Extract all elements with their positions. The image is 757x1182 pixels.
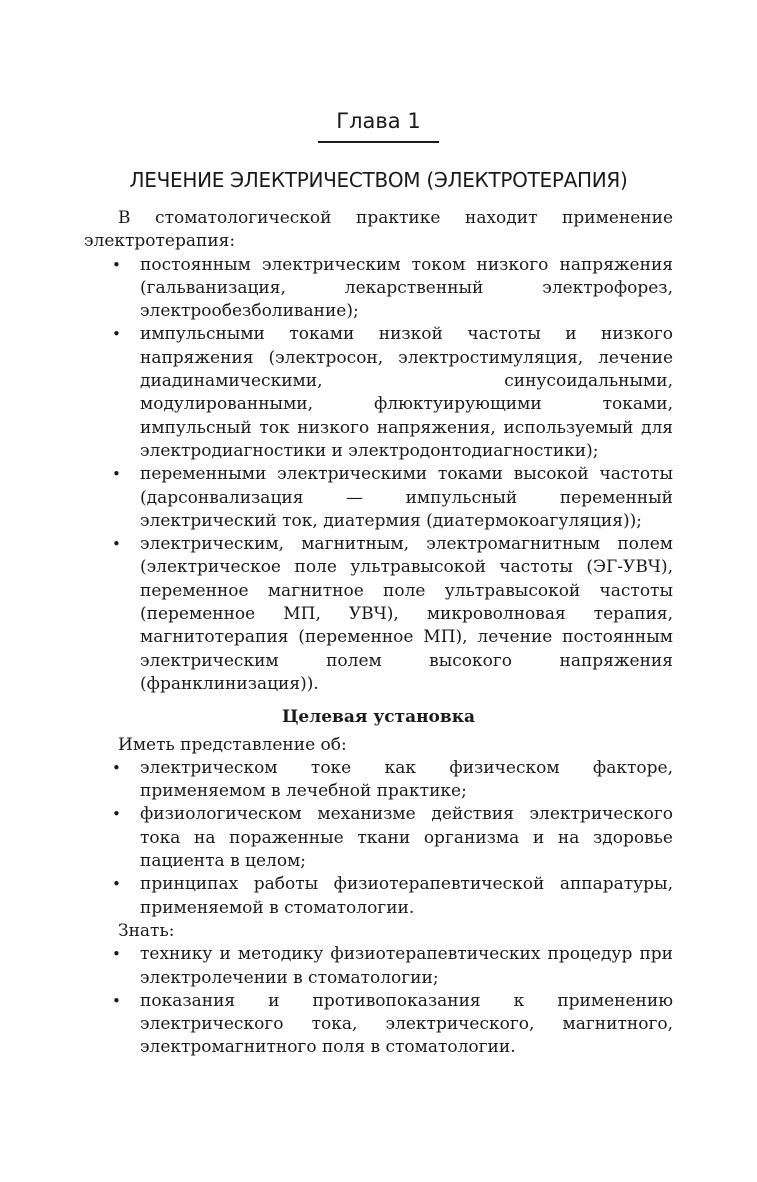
chapter-title: ЛЕЧЕНИЕ ЭЛЕКТРИЧЕСТВОМ (ЭЛЕКТРОТЕРАПИЯ) xyxy=(129,168,628,192)
list-item-text: импульсными токами низкой частоты и низкого напряжения (электросон, электростимуляция, лечение диадинамическими, синусоидальными, модулированными, флюктуирующими токами, импульсный ток низкого напряжения, используемый для электродиагностики и электродонтодиагностики); xyxy=(140,324,673,461)
intro-paragraph: В стоматологической практике находит применение электротерапия: xyxy=(84,208,673,252)
know-label: Знать: xyxy=(118,920,175,941)
list-item-text: технику и методику физиотерапевтических процедур при электролечении в стоматологии; xyxy=(140,944,673,988)
bullet-icon: • xyxy=(112,325,121,344)
therapy-list xyxy=(84,254,673,697)
list-item-text: постоянным электрическим током низкого напряжения (гальванизация, лекарственный электрофорез, электрообезболивание); xyxy=(140,254,673,322)
know-about-list xyxy=(84,757,673,920)
list-item xyxy=(84,533,673,696)
list-item xyxy=(84,873,673,920)
body-text xyxy=(84,207,673,1060)
page xyxy=(84,104,673,1060)
list-item xyxy=(84,254,673,324)
list-item xyxy=(84,803,673,873)
list-item-text: принципах работы физиотерапевтической аппаратуры, применяемой в стоматологии. xyxy=(140,874,673,918)
chapter-label: Глава 1 xyxy=(318,104,438,143)
list-item xyxy=(84,990,673,1060)
list-item xyxy=(84,943,673,990)
list-item-text: электрическим, магнитным, электромагнитным полем (электрическое поле ультравысокой частоты (ЭГ-УВЧ), переменное магнитное поле ультравысокой частоты (переменное МП, УВЧ), микроволновая терапия, магнитотерапия (переменное МП), лечение постоянным электрическим полем высокого напряжения (франклинизация)). xyxy=(140,534,673,694)
list-item xyxy=(84,463,673,533)
bullet-icon: • xyxy=(112,758,121,777)
bullet-icon: • xyxy=(112,255,121,274)
list-item xyxy=(84,757,673,804)
list-item-text: электрическом токе как физическом факторе, применяемом в лечебной практике; xyxy=(140,757,673,802)
bullet-icon: • xyxy=(112,465,121,484)
list-item-text: показания и противопоказания к применению электрического тока, электрического, магнитного, электромагнитного поля в стоматологии. xyxy=(140,990,673,1058)
know-about-label: Иметь представление об: xyxy=(118,734,347,755)
bullet-icon: • xyxy=(112,945,121,964)
know-list xyxy=(84,943,673,1059)
bullet-icon: • xyxy=(112,805,121,824)
list-item xyxy=(84,323,673,463)
chapter-heading xyxy=(84,104,673,143)
goal-heading: Целевая установка xyxy=(281,707,476,728)
bullet-icon: • xyxy=(112,535,121,554)
bullet-icon: • xyxy=(112,875,121,894)
bullet-icon: • xyxy=(112,991,121,1010)
list-item-text: переменными электрическими токами высокой частоты (дарсонвализация — импульсный переменный электрический ток, диатермия (диатермокоагуляция)); xyxy=(140,464,673,531)
list-item-text: физиологическом механизме действия электрического тока на пораженные ткани организма и на здоровье пациента в целом; xyxy=(140,804,673,872)
